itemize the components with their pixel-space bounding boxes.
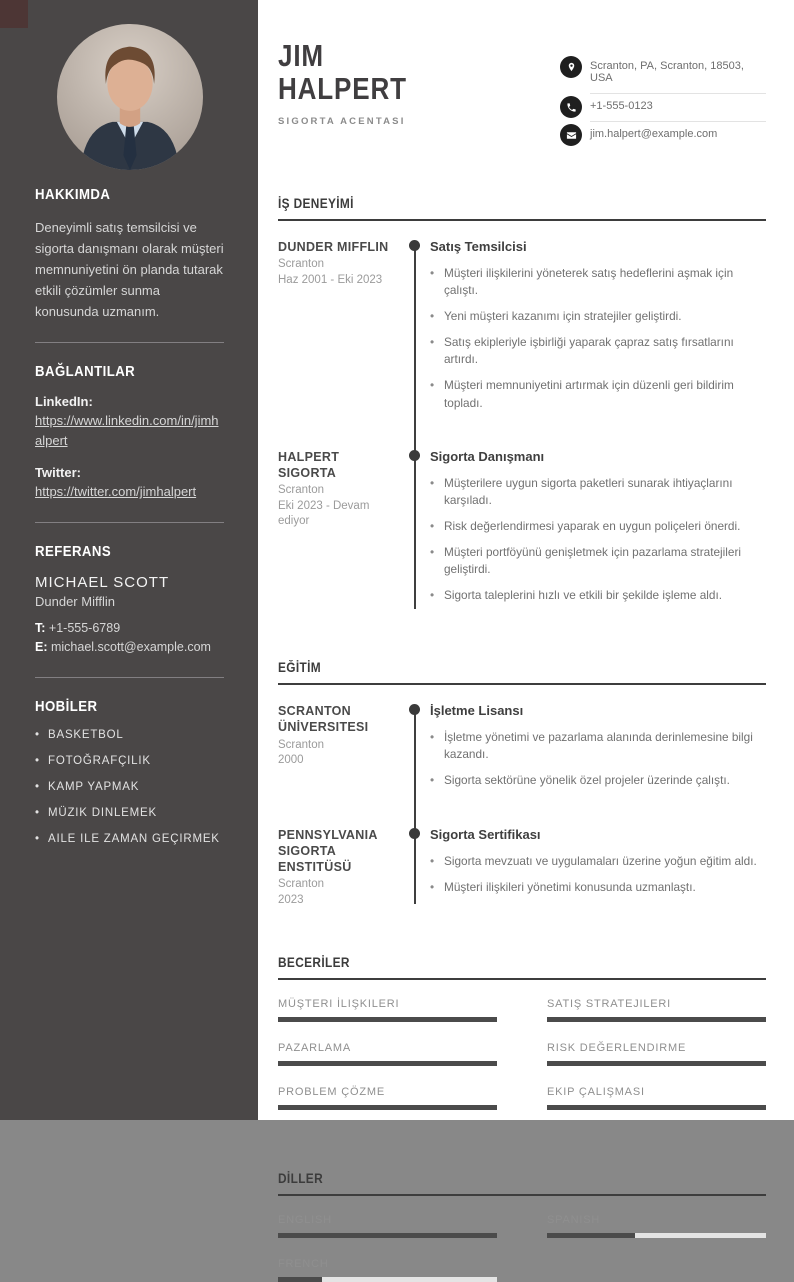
- entry-body: [408, 827, 766, 909]
- reference-name: MICHAEL SCOTT: [35, 573, 170, 591]
- links-title: BAĞLANTILAR: [35, 363, 136, 381]
- school-name: SCRANTON ÜNİVERSITESI: [278, 704, 369, 735]
- language-item: [278, 1258, 497, 1282]
- job-title: SIGORTA ACENTASI: [278, 115, 406, 127]
- sidebar-section-links: [35, 363, 224, 502]
- achievement-item: • Sigorta taleplerini hızlı ve etkili bir şekilde işleme aldı.: [430, 587, 766, 604]
- sidebar-divider: [35, 342, 224, 343]
- skill-label: EKIP ÇALIŞMASI: [547, 1086, 645, 1099]
- achievement-list: [430, 475, 766, 605]
- achievement-item: • Müşteri ilişkilerini yöneterek satış hedeflerini aşmak için çalıştı.: [430, 265, 766, 299]
- experience-entry: [278, 449, 766, 614]
- location-icon: [560, 56, 582, 78]
- sidebar: [0, 0, 258, 1120]
- phone-icon: [560, 96, 582, 118]
- reference-company: Dunder Mifflin: [35, 593, 115, 609]
- email-icon: [560, 124, 582, 146]
- link-item-twitter: [35, 465, 224, 502]
- entry-meta: [278, 449, 408, 614]
- entry-meta: [278, 703, 408, 798]
- achievement-list: [430, 853, 766, 896]
- section-experience: [278, 195, 766, 613]
- sidebar-section-reference: [35, 543, 224, 658]
- achievement-list: [430, 265, 766, 412]
- hobby-item: • KAMP YAPMAK: [35, 781, 224, 793]
- school-name: PENNSYLVANIA SIGORTA ENSTITÜSÜ: [278, 827, 378, 874]
- language-bar: [278, 1233, 497, 1238]
- sidebar-divider: [35, 522, 224, 523]
- reference-title: REFERANS: [35, 542, 112, 560]
- school-location: Scranton: [278, 738, 325, 751]
- language-bar: [278, 1277, 497, 1282]
- skill-bar: [547, 1061, 766, 1066]
- language-bar-fill: [278, 1233, 497, 1238]
- achievement-item: • Risk değerlendirmesi yaparak en uygun poliçeleri önerdi.: [430, 518, 766, 535]
- contact-phone: +1-555-0123: [590, 94, 766, 122]
- entry-meta: [278, 827, 408, 909]
- achievement-item: • Müşteri ilişkileri yönetimi konusunda uzmanlaştı.: [430, 879, 766, 896]
- language-item: [547, 1214, 766, 1238]
- skill-item: [278, 1086, 497, 1110]
- skill-label: RISK DEĞERLENDIRME: [547, 1042, 687, 1055]
- date-range: Haz 2001 - Eki 2023: [278, 273, 383, 286]
- skill-bar-fill: [278, 1061, 497, 1066]
- sidebar-divider: [35, 677, 224, 678]
- education-entry: [278, 827, 766, 909]
- achievement-item: • Müşteri memnuniyetini artırmak için düzenli geri bildirim topladı.: [430, 377, 766, 411]
- entry-body: [408, 703, 766, 798]
- person-name: [278, 40, 431, 106]
- reference-email: [35, 638, 224, 657]
- entry-meta: [278, 239, 408, 421]
- last-name: HALPERT: [278, 70, 407, 106]
- skill-bar-fill: [547, 1017, 766, 1022]
- first-name: JIM: [278, 38, 324, 73]
- profile-photo-illustration: [57, 24, 203, 170]
- achievement-item: • Sigorta sektörüne yönelik özel projeler üzerinde çalıştı.: [430, 772, 766, 789]
- skills-title: BECERİLER: [278, 955, 350, 971]
- entry-body: [408, 239, 766, 421]
- skill-item: [278, 1042, 497, 1066]
- profile-photo: [57, 24, 203, 170]
- achievement-item: • İşletme yönetimi ve pazarlama alanında derinlemesine bilgi kazandı.: [430, 729, 766, 763]
- skill-item: [547, 998, 766, 1022]
- section-languages: [278, 1170, 766, 1282]
- hobby-list: [35, 729, 224, 845]
- skill-label: MÜŞTERI İLIŞKILERI: [278, 998, 400, 1011]
- skill-label: SATIŞ STRATEJILERI: [547, 998, 672, 1011]
- linkedin-link[interactable]: https://www.linkedin.com/in/jimhalpert: [35, 413, 219, 448]
- achievement-list: [430, 729, 766, 789]
- achievement-item: • Sigorta mevzuatı ve uygulamaları üzerine yoğun eğitim aldı.: [430, 853, 766, 870]
- section-skills: [278, 954, 766, 1110]
- date-range: 2023: [278, 893, 304, 906]
- language-bar-fill: [547, 1233, 635, 1238]
- email-label: E:: [35, 640, 48, 655]
- sidebar-section-hobbies: [35, 698, 224, 845]
- skill-bar-fill: [547, 1105, 766, 1110]
- company-name: HALPERT SIGORTA: [278, 449, 340, 480]
- skill-bar-fill: [278, 1017, 497, 1022]
- skill-bar-fill: [547, 1061, 766, 1066]
- language-label: SPANISH: [547, 1214, 601, 1227]
- hobby-item: • AILE ILE ZAMAN GEÇIRMEK: [35, 833, 224, 845]
- experience-entry: [278, 239, 766, 421]
- experience-timeline: [278, 239, 766, 613]
- hobby-item: • BASKETBOL: [35, 729, 224, 741]
- sidebar-section-about: [35, 186, 224, 322]
- main-content: [258, 0, 794, 1282]
- degree-title: İşletme Lisansı: [430, 703, 524, 719]
- skill-item: [278, 998, 497, 1022]
- skill-label: PROBLEM ÇÖZME: [278, 1086, 385, 1099]
- date-range: 2000: [278, 754, 304, 767]
- skill-bar: [547, 1105, 766, 1110]
- skill-bar: [278, 1061, 497, 1066]
- contact-row-location: [560, 54, 766, 94]
- contact-block: [560, 54, 766, 149]
- email-value: michael.scott@example.com: [50, 640, 211, 655]
- name-block: [278, 40, 431, 127]
- hobbies-title: HOBİLER: [35, 698, 98, 716]
- contact-row-phone: [560, 94, 766, 122]
- achievement-item: • Müşterilere uygun sigorta paketleri sunarak ihtiyaçlarını karşıladı.: [430, 475, 766, 509]
- experience-title: İŞ DENEYİMİ: [278, 196, 354, 211]
- education-timeline: [278, 703, 766, 908]
- languages-heading: [278, 1170, 766, 1196]
- entry-body: [408, 449, 766, 614]
- education-entry: [278, 703, 766, 798]
- hobby-item: • MÜZIK DINLEMEK: [35, 807, 224, 819]
- languages-title: DİLLER: [278, 1171, 324, 1187]
- languages-grid: [278, 1214, 766, 1282]
- phone-value: +1-555-6789: [48, 620, 121, 635]
- company-name: DUNDER MIFFLIN: [278, 240, 389, 254]
- reference-phone: [35, 619, 224, 638]
- date-range: Eki 2023 - Devam ediyor: [278, 499, 370, 528]
- language-bar: [547, 1233, 766, 1238]
- skill-bar: [278, 1105, 497, 1110]
- phone-label: T:: [35, 620, 46, 635]
- hobby-item: • FOTOĞRAFÇILIK: [35, 755, 224, 767]
- achievement-item: • Yeni müşteri kazanımı için stratejiler geliştirdi.: [430, 308, 766, 325]
- about-title: HAKKIMDA: [35, 186, 111, 203]
- language-label: ENGLISH: [278, 1214, 332, 1227]
- language-label: FRENCH: [278, 1258, 329, 1271]
- skill-item: [547, 1086, 766, 1110]
- company-location: Scranton: [278, 258, 325, 271]
- position-title: Satış Temsilcisi: [430, 239, 527, 254]
- contact-row-email: [560, 122, 766, 149]
- skill-item: [547, 1042, 766, 1066]
- skills-grid: [278, 998, 766, 1110]
- achievement-item: • Satış ekipleriyle işbirliği yaparak çapraz satış fırsatlarını artırdı.: [430, 334, 766, 368]
- link-item-linkedin: [35, 394, 224, 450]
- education-heading: [278, 659, 766, 685]
- school-location: Scranton: [278, 878, 325, 891]
- achievement-item: • Müşteri portföyünü genişletmek için pazarlama stratejileri geliştirdi.: [430, 544, 766, 578]
- section-education: [278, 659, 766, 908]
- about-text: Deneyimli satış temsilcisi ve sigorta danışmanı olarak müşteri memnuniyetini ön planda tutarak etkili çözümler sunma konusunda uzmanım.: [35, 220, 224, 320]
- corner-accent: [0, 0, 28, 28]
- company-location: Scranton: [278, 484, 325, 497]
- contact-email: jim.halpert@example.com: [590, 128, 718, 140]
- link-label: LinkedIn:: [35, 394, 93, 410]
- experience-heading: [278, 195, 766, 221]
- resume-header: [278, 40, 766, 149]
- language-bar-fill: [278, 1277, 322, 1282]
- skills-heading: [278, 954, 766, 980]
- education-title: EĞİTİM: [278, 660, 322, 676]
- degree-title: Sigorta Sertifikası: [430, 826, 541, 842]
- skill-label: PAZARLAMA: [278, 1042, 352, 1055]
- twitter-link[interactable]: https://twitter.com/jimhalpert: [35, 484, 197, 500]
- contact-location: Scranton, PA, Scranton, 18503, USA: [590, 54, 766, 94]
- language-item: [278, 1214, 497, 1238]
- position-title: Sigorta Danışmanı: [430, 448, 545, 464]
- skill-bar-fill: [278, 1105, 497, 1110]
- skill-bar: [278, 1017, 497, 1022]
- link-label: Twitter:: [35, 465, 81, 481]
- skill-bar: [547, 1017, 766, 1022]
